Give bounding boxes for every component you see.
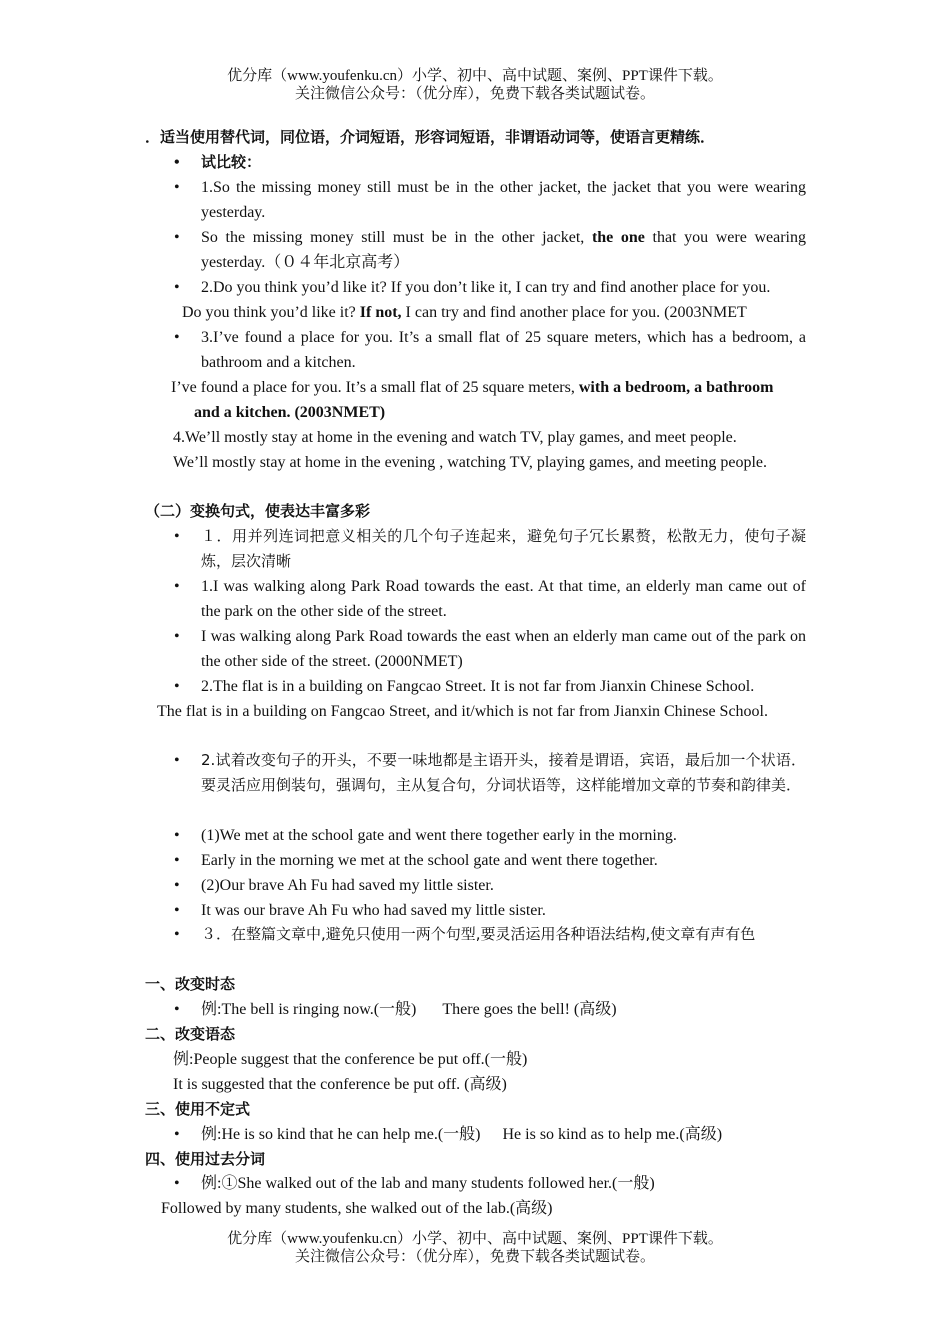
bullet: •: [174, 329, 180, 346]
method4-example-advanced: Followed by many students, she walked out of the lab.(高级): [161, 1200, 553, 1217]
bullet: •: [174, 1175, 180, 1192]
method1-example: [201, 997, 617, 1022]
highlight: If not,: [359, 304, 402, 321]
example-advanced: He is so kind as to help me.(高级): [502, 1126, 723, 1143]
example3-improved-line1: [171, 375, 773, 400]
page-footer: [0, 1230, 950, 1266]
method1-title: 一、改变时态: [145, 975, 236, 993]
bullet: •: [174, 578, 180, 595]
example-normal: 例:The bell is ringing now.(一般): [201, 1001, 417, 1018]
bullet: •: [174, 1126, 180, 1143]
text: that you were wearing yesterday.（０４年北京高考）: [201, 229, 806, 271]
method3-example: [201, 1122, 722, 1147]
example2-original: 2.Do you think you’d like it? If you don’t like it, I can try and find another place for you.: [201, 279, 771, 296]
footer-line-2: 关注微信公众号：（优分库），免费下载各类试题试卷。: [294, 1249, 655, 1265]
point2-example1-original: (1)We met at the school gate and went there together early in the morning.: [201, 827, 677, 844]
point2: 2.试着改变句子的开头，不要一味地都是主语开头，接着是谓语，宾语，最后加一个状语．要灵活应用倒装句，强调句，主从复合句，分词状语等，这样能增加文章的节奏和韵律美．: [201, 751, 806, 794]
section2-title: （二）变换句式，使表达丰富多彩: [145, 502, 371, 520]
example4-improved: We’ll mostly stay at home in the evening , watching TV, playing games, and meeting people.: [173, 454, 767, 471]
bullet: •: [174, 877, 180, 894]
bullet: •: [174, 628, 180, 645]
text: So the missing money still must be in the other jacket,: [201, 229, 592, 246]
bullet: •: [174, 926, 180, 943]
point2-example1-improved: Early in the morning we met at the school gate and went there together.: [201, 852, 658, 869]
section1-title: ．适当使用替代词，同位语，介词短语，形容词短语，非谓语动词等，使语言更精练．: [145, 128, 716, 146]
example2-improved: [182, 300, 747, 325]
highlight: the one: [591, 229, 645, 246]
footer-line-1: 优分库（www.youfenku.cn）小学、初中、高中试题、案例、PPT课件下载。: [227, 1231, 723, 1247]
example3-original: 3.I’ve found a place for you. It’s a small flat of 25 square meters, which has a bedroom, a bathroom and a kitchen.: [201, 329, 806, 371]
example-advanced: There goes the bell! (高级): [442, 1001, 617, 1018]
bullet: •: [174, 1001, 180, 1018]
point1: １．用并列连词把意义相关的几个句子连起来，避免句子冗长累赘，松散无力，使句子凝炼，层次清晰: [201, 527, 806, 570]
point3: ３．在整篇文章中,避免只使用一两个句型,要灵活运用各种语法结构,使文章有声有色: [201, 925, 756, 943]
point1-example1-original: 1.I was walking along Park Road towards the east. At that time, an elderly man came out of the park on the other side of the street.: [201, 578, 806, 620]
example1-original: 1.So the missing money still must be in the other jacket, the jacket that you were wearing yesterday.: [201, 179, 806, 221]
header-line-2: 关注微信公众号：（优分库），免费下载各类试题试卷。: [294, 86, 655, 102]
method4-title: 四、使用过去分词: [145, 1150, 266, 1168]
method2-title: 二、改变语态: [145, 1025, 236, 1043]
point2-example2-improved: It was our brave Ah Fu who had saved my little sister.: [201, 902, 546, 919]
bullet: •: [174, 827, 180, 844]
point1-example2-original: 2.The flat is in a building on Fangcao Street. It is not far from Jianxin Chinese School.: [201, 678, 755, 695]
text: I can try and find another place for you. (2003NMET: [401, 304, 747, 321]
bullet: •: [174, 852, 180, 869]
compare-label: 试比较：: [201, 153, 262, 171]
bullet: •: [174, 678, 180, 695]
highlight: with a bedroom, a bathroom: [578, 379, 774, 396]
point2-example2-original: (2)Our brave Ah Fu had saved my little sister.: [201, 877, 494, 894]
page-header: [0, 67, 950, 103]
text: I’ve found a place for you. It’s a small flat of 25 square meters,: [171, 379, 579, 396]
bullet: •: [174, 229, 180, 246]
example-normal: 例:He is so kind that he can help me.(一般): [201, 1126, 481, 1143]
point1-example2-improved: The flat is in a building on Fangcao Street, and it/which is not far from Jianxin Chinese School.: [157, 703, 768, 720]
method2-example-advanced: It is suggested that the conference be put off. (高级): [173, 1076, 507, 1093]
bullet: •: [174, 179, 180, 196]
bullet: •: [174, 902, 180, 919]
bullet: •: [174, 279, 180, 296]
example3-improved-line2: and a kitchen. (2003NMET): [194, 404, 386, 421]
method4-example-normal: 例:①She walked out of the lab and many students followed her.(一般): [201, 1175, 655, 1192]
bullet: •: [174, 752, 180, 769]
bullet: •: [174, 528, 180, 545]
example1-improved: [201, 225, 806, 275]
text: Do you think you’d like it?: [182, 304, 360, 321]
bullet: •: [174, 154, 180, 171]
method2-example-normal: 例:People suggest that the conference be put off.(一般): [173, 1051, 528, 1068]
method3-title: 三、使用不定式: [145, 1100, 251, 1118]
example4-original: 4.We’ll mostly stay at home in the evening and watch TV, play games, and meet people.: [173, 429, 737, 446]
point1-example1-improved: I was walking along Park Road towards the east when an elderly man came out of the park on the other side of the street. (2000NMET): [201, 628, 806, 670]
header-line-1: 优分库（www.youfenku.cn）小学、初中、高中试题、案例、PPT课件下载。: [227, 68, 723, 84]
